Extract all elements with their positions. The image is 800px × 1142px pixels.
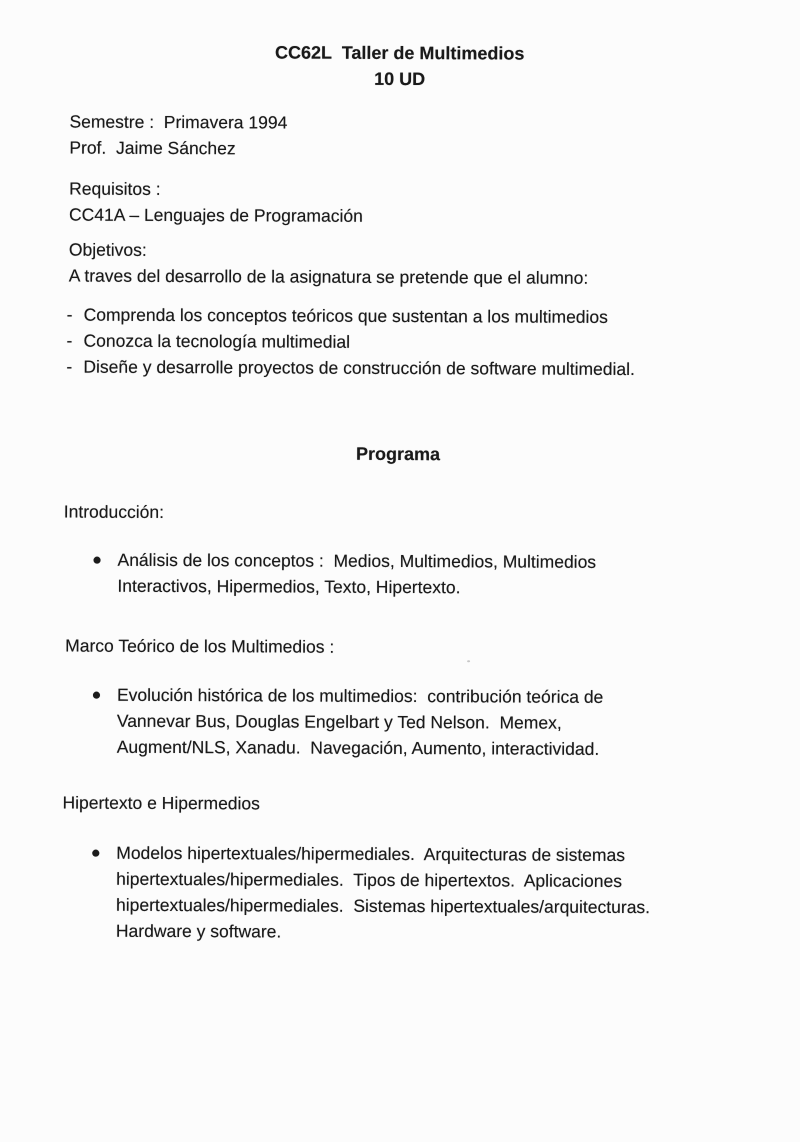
dash-icon: - [66,356,73,377]
dash-icon: - [66,304,73,325]
objective-text: Conozca la tecnología multimedial [83,330,351,352]
scan-speck [467,660,470,662]
requisites-block [69,176,363,229]
section-title-marco-teorico: Marco Teórico de los Multimedios : [65,635,335,657]
course-info-block [69,109,287,162]
objective-item [66,328,635,356]
bullet-item [93,547,596,601]
course-title: CC62L Taller de Multimedios [275,42,525,64]
bullet-text: Modelos hipertextuales/hipermediales. Arquitecturas de sistemas hipertextuales/hipermediales. Tipos de hipertextos. Aplicaciones hipertextuales/hipermediales. Sistemas hipertextuales/arquitecturas. Hardware y software. [115,842,651,942]
bullet-icon [92,850,99,857]
objectives-block [69,237,589,291]
bullet-icon [93,692,100,699]
program-heading: Programa [355,443,441,465]
bullet-icon [94,557,101,564]
course-credits: 10 UD [374,68,426,90]
objective-text: Comprenda los conceptos teóricos que sustentan a los multimedios [83,304,608,327]
bullet-text: Análisis de los conceptos : Medios, Multimedios, Multimedios Interactivos, Hipermedios, Texto, Hipertexto. [117,549,597,598]
requisites-course: CC41A – Lenguajes de Programación [69,204,363,226]
section-title-hipertexto: Hipertexto e Hipermedios [62,792,260,814]
objective-text: Diseñe y desarrolle proyectos de construcción de software multimedial. [83,356,635,380]
dash-icon: - [66,330,73,351]
requisites-label: Requisitos : [69,178,161,199]
objective-item [67,302,636,330]
objectives-label: Objetivos: [68,239,147,260]
bullet-item [93,682,604,762]
objectives-intro: A traves del desarrollo de la asignatura se pretende que el alumno: [68,265,589,288]
section-title-introduccion: Introducción: [63,501,165,522]
semester-line: Semestre : Primavera 1994 [69,111,288,133]
objectives-list [66,302,635,382]
professor-line: Prof. Jaime Sánchez [69,137,236,159]
bullet-item [92,840,650,946]
bullet-text: Evolución histórica de los multimedios: contribución teórica de Vannevar Bus, Douglas Engelbart y Ted Nelson. Memex, Augment/NLS, Xanadu. Navegación, Aumento, interactividad. [116,684,604,759]
objective-item [66,354,635,382]
